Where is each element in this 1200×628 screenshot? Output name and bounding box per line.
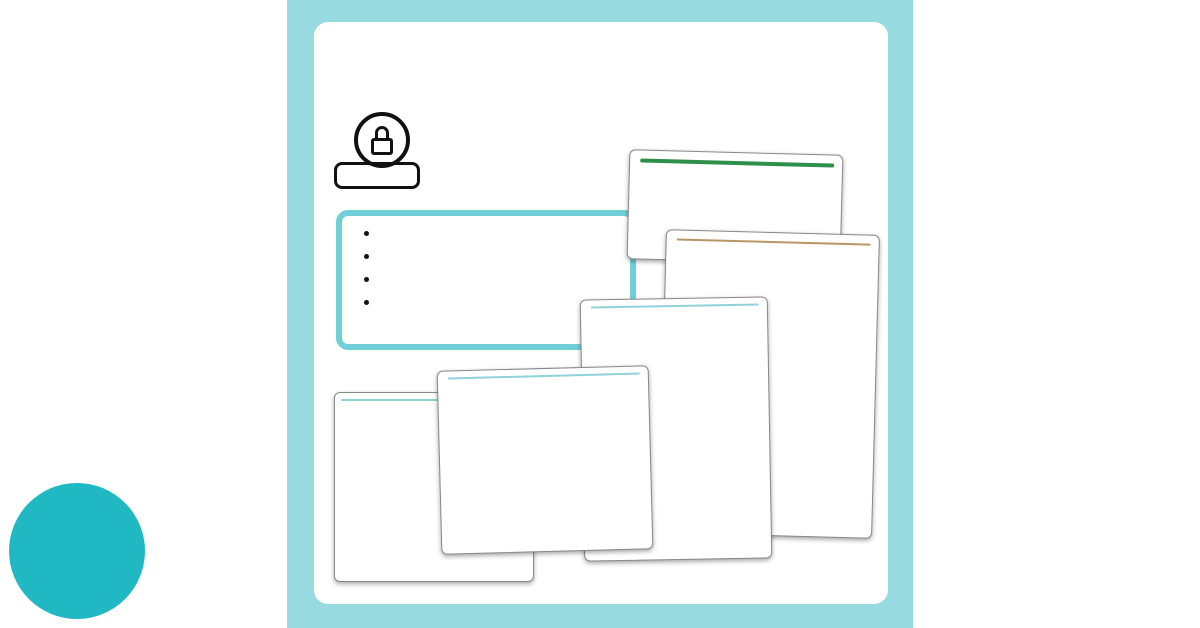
sheet-animals-subtitle xyxy=(684,261,868,266)
sheet-cipher-title xyxy=(448,372,640,379)
ucitele-ucitelum-logo[interactable] xyxy=(9,483,145,619)
cipher-rows xyxy=(438,366,648,371)
pin-code xyxy=(334,162,420,189)
feature-item xyxy=(380,222,630,245)
sheet-flowers-title xyxy=(640,159,834,168)
sheet-animals-title xyxy=(677,239,871,246)
feature-item xyxy=(380,245,630,268)
lock-icon xyxy=(354,112,410,168)
sheet-cipher xyxy=(437,365,654,554)
sheet-flowers-subtitle xyxy=(642,181,834,186)
flower-coordinates xyxy=(630,150,842,156)
feature-item xyxy=(380,268,630,291)
sheet-coding-title xyxy=(591,304,759,309)
product-card xyxy=(314,22,888,604)
animal-grid xyxy=(667,230,879,236)
